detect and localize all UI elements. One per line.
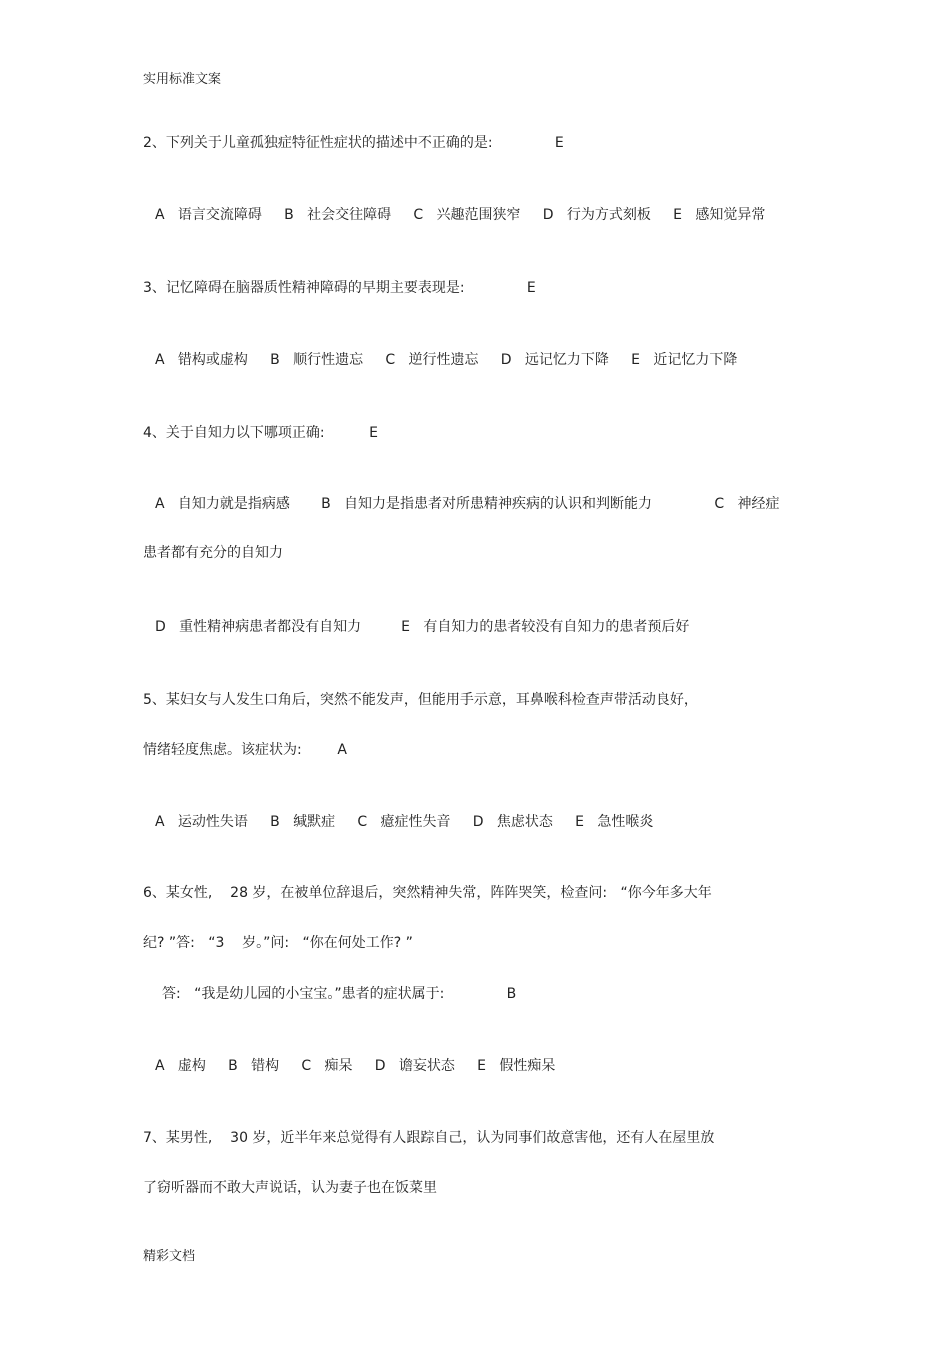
- page-footer: 精彩文档: [143, 1249, 196, 1264]
- question-3-options: A 错构或虚构 B 顺行性遗忘 C 逆行性遗忘 D 远记忆力下降 E 近记忆力下降: [155, 352, 738, 368]
- question-5-line-1: 5、某妇女与人发生口角后，突然不能发声，但能用手示意，耳鼻喉科检查声带活动良好，: [143, 692, 698, 708]
- question-7-line-1: 7、某男性, 30 岁，近半年来总觉得有人跟踪自己，认为同事们故意害他，还有人在屋里放: [143, 1130, 715, 1146]
- question-5-line-2: 情绪轻度焦虑。该症状为: A: [143, 742, 347, 758]
- question-3: 3、记忆障碍在脑器质性精神障碍的早期主要表现是: E: [143, 280, 536, 296]
- question-6-line-3: 答: “我是幼儿园的小宝宝。”患者的症状属于: B: [162, 986, 517, 1002]
- question-6-line-1: 6、某女性, 28 岁，在被单位辞退后，突然精神失常，阵阵哭笑，检查问: “你今年多大年: [143, 885, 712, 901]
- question-2-options: A 语言交流障碍 B 社会交往障碍 C 兴趣范围狭窄 D 行为方式刻板 E 感知觉异常: [155, 207, 766, 223]
- question-4-options-line-1: A 自知力就是指病感 B 自知力是指患者对所患精神疾病的认识和判断能力 C 神经症: [155, 496, 780, 512]
- question-6-line-2: 纪? ”答: “3 岁。”问: “你在何处工作? ”: [143, 935, 413, 951]
- question-4: 4、关于自知力以下哪项正确: E: [143, 425, 378, 441]
- question-6-options: A 虚构 B 错构 C 痴呆 D 谵妄状态 E 假性痴呆: [155, 1058, 556, 1074]
- question-7-line-2: 了窃听器而不敢大声说话，认为妻子也在饭菜里: [143, 1180, 437, 1196]
- page-header: 实用标准文案: [143, 72, 222, 87]
- question-4-options-line-2: 患者都有充分的自知力: [143, 545, 283, 561]
- question-4-options-line-3: D 重性精神病患者都没有自知力 E 有自知力的患者较没有自知力的患者预后好: [155, 619, 690, 635]
- question-5-options: A 运动性失语 B 缄默症 C 癔症性失音 D 焦虑状态 E 急性喉炎: [155, 814, 654, 830]
- question-2: 2、下列关于儿童孤独症特征性症状的描述中不正确的是: E: [143, 135, 564, 151]
